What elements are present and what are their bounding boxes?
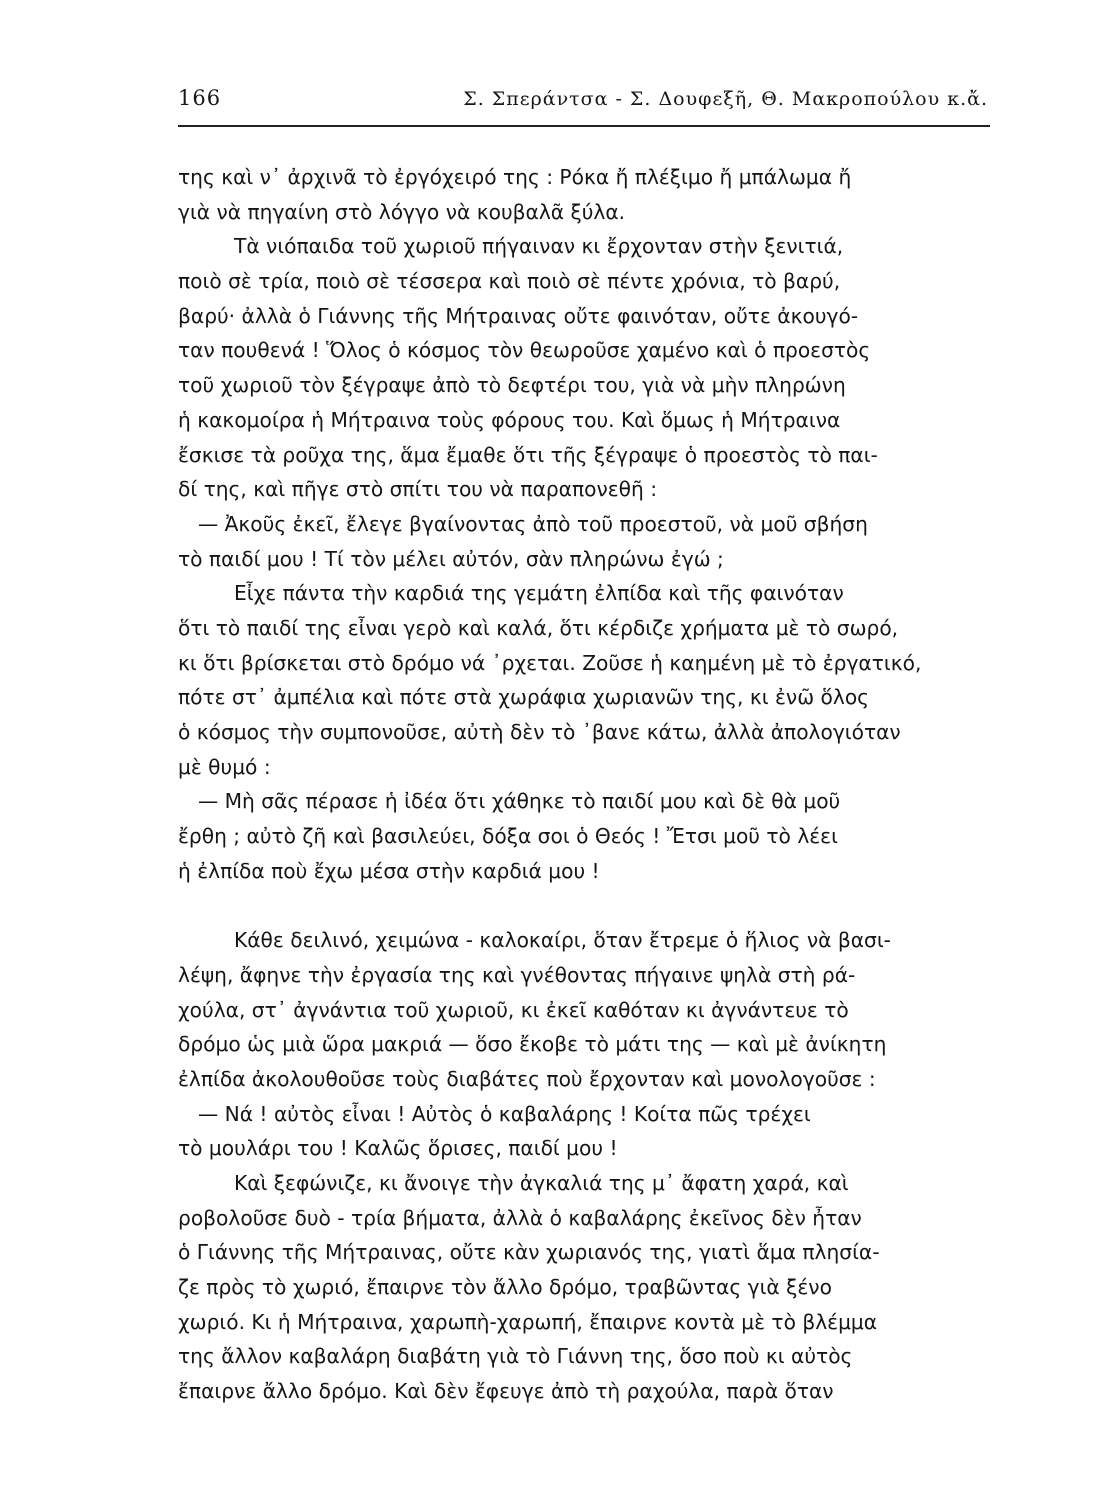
running-head: Σ. Σπεράντσα - Σ. Δουφεξῆ, Θ. Μακροπούλου κ.ἄ. bbox=[463, 88, 988, 110]
text-line: ἔπαιρνε ἄλλο δρόμο. Καὶ δὲν ἔφευγε ἀπὸ τὴ ραχούλα, παρὰ ὅταν bbox=[178, 1379, 834, 1404]
text-line: — Ἀκοῦς ἐκεῖ, ἔλεγε βγαίνοντας ἀπὸ τοῦ προεστοῦ, νὰ μοῦ σβήση bbox=[198, 511, 868, 536]
text-line: — Νά ! αὐτὸς εἶναι ! Αὐτὸς ὁ καβαλάρης ! Κοίτα πῶς τρέχει bbox=[198, 1101, 811, 1126]
text-line: ἔρθη ; αὐτὸ ζῆ καὶ βασιλεύει, δόξα σοι ὁ Θεός ! Ἔτσι μοῦ τὸ λέει bbox=[178, 824, 838, 849]
text-line: τὸ μουλάρι του ! Καλῶς ὅρισες, παιδί μου ! bbox=[178, 1136, 618, 1161]
text-line: Τὰ νιόπαιδα τοῦ χωριοῦ πήγαιναν κι ἔρχονταν στὴν ξενιτιά, bbox=[234, 234, 844, 259]
text-line: ζε πρὸς τὸ χωριό, ἔπαιρνε τὸν ἄλλο δρόμο, τραβῶντας γιὰ ξένο bbox=[178, 1275, 832, 1299]
text-line: μὲ θυμό : bbox=[178, 754, 271, 779]
text-line: Κάθε δειλινό, χειμώνα - καλοκαίρι, ὅταν ἔτρεμε ὁ ἥλιος νὰ βασι- bbox=[234, 928, 891, 953]
text-line: κι ὅτι βρίσκεται στὸ δρόμο νά ᾽ρχεται. Ζοῦσε ἡ καημένη μὲ τὸ ἐργατικό, bbox=[178, 650, 922, 675]
text-line: τοῦ χωριοῦ τὸν ξέγραψε ἀπὸ τὸ δεφτέρι του, γιὰ νὰ μὴν πληρώνη bbox=[178, 373, 846, 398]
text-line: βαρύ· ἀλλὰ ὁ Γιάννης τῆς Μήτραινας οὔτε φαινόταν, οὔτε ἀκουγό- bbox=[178, 303, 859, 328]
header-rule bbox=[178, 125, 990, 127]
text-line: τὸ παιδί μου ! Τί τὸν μέλει αὐτόν, σὰν πληρώνω ἐγώ ; bbox=[178, 546, 724, 571]
text-line: ὁ κόσμος τὴν συμπονοῦσε, αὐτὴ δὲν τὸ ᾽βανε κάτω, ἀλλὰ ἀπολογιόταν bbox=[178, 720, 901, 744]
text-line: της καὶ ν᾽ ἀρχινᾶ τὸ ἐργόχειρό της : Ρόκα ἤ πλέξιμο ἤ μπάλωμα ἤ bbox=[178, 165, 852, 189]
text-line: ταν πουθενά ! Ὅλος ὁ κόσμος τὸν θεωροῦσε χαμένο καὶ ὁ προεστὸς bbox=[178, 338, 871, 363]
text-line: δί της, καὶ πῆγε στὸ σπίτι του νὰ παραπονεθῆ : bbox=[178, 477, 658, 502]
text-line: λέψη, ἄφηνε τὴν ἐργασία της καὶ γνέθοντας πήγαινε ψηλὰ στὴ ρά- bbox=[178, 962, 856, 987]
text-line: ἔσκισε τὰ ροῦχα της, ἅμα ἔμαθε ὅτι τῆς ξέγραψε ὁ προεστὸς τὸ παι- bbox=[178, 442, 878, 467]
page-number: 166 bbox=[178, 86, 222, 110]
text-line: της ἄλλον καβαλάρη διαβάτη γιὰ τὸ Γιάννη της, ὅσο ποὺ κι αὐτὸς bbox=[178, 1344, 853, 1369]
text-line: ἡ κακομοίρα ἡ Μήτραινα τοὺς φόρους του. Καὶ ὅμως ἡ Μήτραινα bbox=[178, 407, 841, 432]
text-line: ποιὸ σὲ τρία, ποιὸ σὲ τέσσερα καὶ ποιὸ σὲ πέντε χρόνια, τὸ βαρύ, bbox=[178, 269, 841, 294]
text-line: ὅτι τὸ παιδί της εἶναι γερὸ καὶ καλά, ὅτι κέρδιζε χρήματα μὲ τὸ σωρό, bbox=[178, 615, 899, 640]
text-line: Καὶ ξεφώνιζε, κι ἄνοιγε τὴν ἀγκαλιά της μ᾽ ἄφατη χαρά, καὶ bbox=[234, 1170, 849, 1195]
text-line: χούλα, στ᾽ ἀγνάντια τοῦ χωριοῦ, κι ἐκεῖ καθόταν κι ἀγνάντευε τὸ bbox=[178, 997, 849, 1022]
text-line: γιὰ νὰ πηγαίνη στὸ λόγγο νὰ κουβαλᾶ ξύλα. bbox=[178, 199, 626, 224]
text-line: Εἶχε πάντα τὴν καρδιά της γεμάτη ἐλπίδα καὶ τῆς φαινόταν bbox=[234, 581, 844, 606]
text-line: ὁ Γιάννης τῆς Μήτραινας, οὔτε κὰν χωριανός της, γιατὶ ἅμα πλησία- bbox=[178, 1240, 880, 1265]
text-line: πότε στ᾽ ἀμπέλια καὶ πότε στὰ χωράφια χωριανῶν της, κι ἐνῶ ὅλος bbox=[178, 685, 870, 710]
paragraph-gap bbox=[178, 888, 990, 923]
text-line: ἡ ἐλπίδα ποὺ ἔχω μέσα στὴν καρδιά μου ! bbox=[178, 858, 600, 883]
text-line: — Μὴ σᾶς πέρασε ἡ ἰδέα ὅτι χάθηκε τὸ παιδί μου καὶ δὲ θὰ μοῦ bbox=[198, 789, 841, 814]
text-line: χωριό. Κι ἡ Μήτραινα, χαρωπὴ-χαρωπή, ἔπαιρνε κοντὰ μὲ τὸ βλέμμα bbox=[178, 1309, 878, 1334]
text-line: ροβολοῦσε δυὸ - τρία βήματα, ἀλλὰ ὁ καβαλάρης ἐκεῖνος δὲν ἦταν bbox=[178, 1205, 862, 1230]
page-header bbox=[178, 86, 988, 126]
text-line: ἐλπίδα ἀκολουθοῦσε τοὺς διαβάτες ποὺ ἔρχονταν καὶ μονολογοῦσε : bbox=[178, 1066, 876, 1091]
body-text bbox=[178, 160, 990, 1409]
text-line: δρόμο ὡς μιὰ ὥρα μακριά — ὅσο ἔκοβε τὸ μάτι της — καὶ μὲ ἀνίκητη bbox=[178, 1032, 887, 1057]
